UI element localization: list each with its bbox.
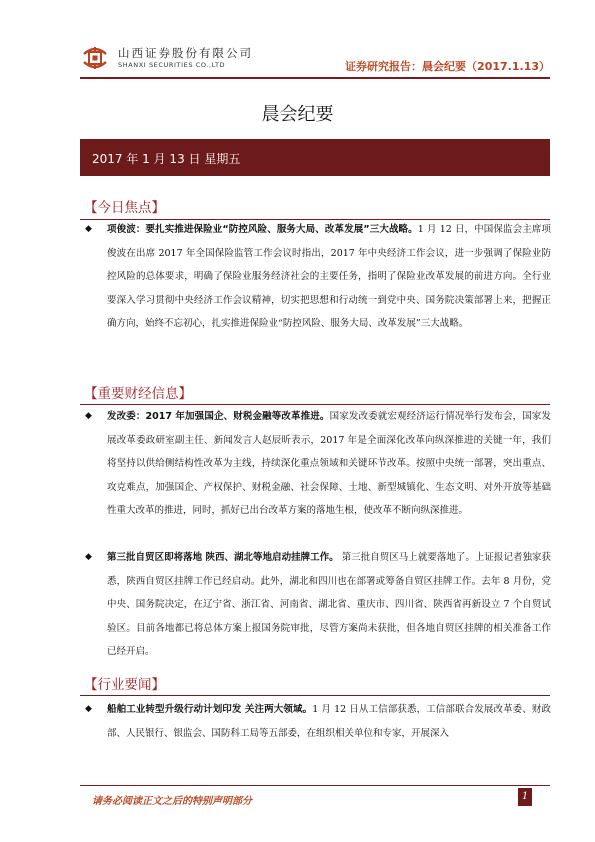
list-item (85, 405, 551, 523)
header-divider (80, 77, 550, 79)
shanxi-securities-logo-icon (80, 44, 110, 72)
news-paragraph (107, 405, 551, 523)
page-header (80, 44, 550, 76)
news-headline: 项俊波：要扎实推进保险业“防控风险、服务大局、改革发展”三大战略。 (107, 224, 418, 235)
footer-divider (80, 785, 550, 786)
diamond-bullet-icon: ◆ (85, 552, 92, 562)
diamond-bullet-icon: ◆ (85, 224, 92, 234)
news-body: 1 月 12 日从工信部获悉，工信部联合发展改革委、财政部、人民银行、银监会、国防科工局等五部委，在组织相关单位和专家，开展深入 (107, 704, 551, 739)
section-title-finance-info: 【重要财经信息】 (84, 386, 192, 402)
section-title-today-focus: 【今日焦点】 (84, 200, 165, 216)
news-paragraph (107, 218, 551, 336)
news-body: 国家发改委就宏观经济运行情况举行发布会，国家发展改革委政研室副主任、新闻发言人赵辰昕表示，2017 年是全面深化改革向纵深推进的关键一年，我们将坚持以供给侧结构性改革为主线，持续深化重点领域和关键环节改革。按照中央统一部署，突出重点、攻克难点，加强国企、产权保护、财税金融、社会保障、土地、新型城镇化、生态文明、对外开放等基础性重大改革的推进，同时，抓好已出台改革方案的落地生根，使改革不断向纵深推进。 (107, 411, 551, 516)
news-headline: 发改委：2017 年加强国企、财税金融等改革推进。 (107, 411, 330, 422)
list-item (85, 218, 551, 336)
section-divider (80, 695, 550, 696)
footer-disclaimer-notice: 请务必阅读正文之后的特别声明部分 (92, 796, 252, 807)
news-body: 第三批自贸区马上就要落地了。上证报记者独家获悉，陕西自贸区挂牌工作已经启动。此外，湖北和四川也在部署或筹备自贸区挂牌工作。去年 8 月份，党中央、国务院决定，在辽宁省、浙江省、河南省、湖北省、重庆市、四川省、陕西省再新设立 7 个自贸试验区。目前各地都已将总体方案上报国务院审批，尽管方案尚未获批，但各地自贸区挂牌的相关准备工作已经开启。 (107, 552, 551, 657)
list-item (85, 698, 551, 745)
news-headline: 船舶工业转型升级行动计划印发 关注两大领域。 (107, 704, 313, 715)
report-label: 证券研究报告：晨会纪要（2017.1.13） (345, 60, 550, 73)
company-name-cn: 山西证券股份有限公司 (118, 46, 253, 60)
date-banner (80, 139, 550, 176)
list-item (85, 546, 551, 664)
page-title: 晨会纪要 (261, 104, 334, 125)
diamond-bullet-icon: ◆ (85, 704, 92, 714)
date-text: 2017 年 1 月 13 日 星期五 (92, 152, 241, 166)
section-title-industry-news: 【行业要闻】 (84, 677, 165, 693)
page-number: 1 (518, 788, 532, 806)
diamond-bullet-icon: ◆ (85, 411, 92, 421)
company-name-en: SHANXI SECURITIES CO.,LTD (118, 61, 226, 69)
news-paragraph (107, 698, 551, 745)
news-body: 1 月 12 日，中国保监会主席项俊波在出席 2017 年全国保险监管工作会议时指出，2017 年中央经济工作会议，进一步强调了保险业防控风险的总体要求，明确了保险业服务经济社会的主要任务，指明了保险业改革发展的前进方向。全行业要深入学习贯彻中央经济工作会议精神，切实把思想和行动统一到党中央、国务院决策部署上来，把握正确方向，始终不忘初心，扎实推进保险业“防控风险、服务大局、改革发展”三大战略。 (107, 224, 551, 329)
news-paragraph (107, 546, 551, 664)
news-headline: 第三批自贸区即将落地 陕西、湖北等地启动挂牌工作。 (107, 552, 339, 563)
